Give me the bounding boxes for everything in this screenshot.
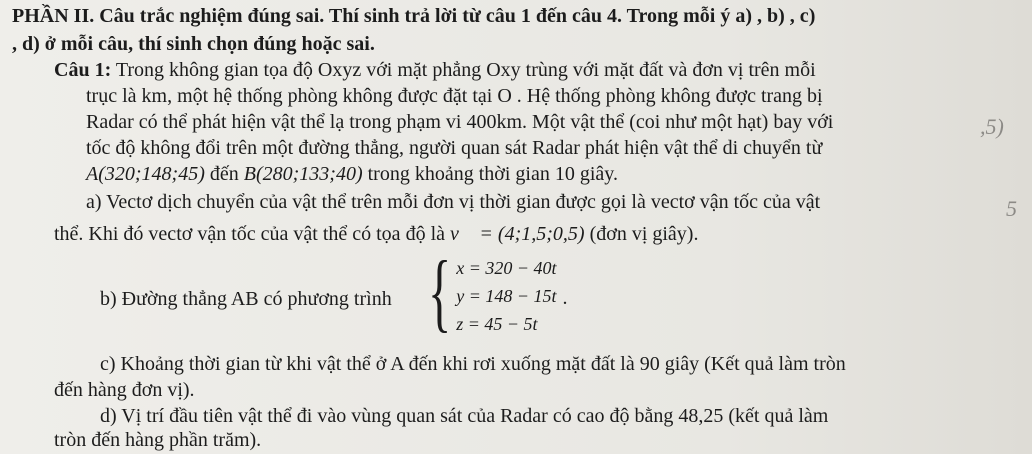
- equation-x: x = 320 − 40t: [456, 258, 557, 278]
- item-d-line2: tròn đến hàng phần trăm).: [54, 429, 262, 451]
- part-intro-line2: , d) ở mỗi câu, thí sinh chọn đúng hoặc sai.: [12, 33, 375, 55]
- item-a-line1: a) Vectơ dịch chuyển của vật thể trên mỗi đơn vị thời gian được gọi là vectơ vận tốc của vật: [86, 191, 821, 213]
- point-b: B(280;133;40): [243, 163, 363, 185]
- point-a: A(320;148;45): [86, 163, 205, 185]
- system-brace: {: [428, 244, 452, 341]
- question-line3: Radar có thể phát hiện vật thể lạ trong phạm vi 400km. Một vật thể (coi như một hạt) bay với: [86, 111, 834, 133]
- part-heading-line: [12, 4, 815, 28]
- question-label: Câu 1:: [54, 59, 112, 81]
- line-equation-system: [428, 244, 568, 341]
- equation-z: z = 45 − 5t: [456, 314, 538, 334]
- question-line5-tail: trong khoảng thời gian 10 giây.: [362, 163, 618, 185]
- item-a-line2-tail: (đơn vị giây).: [584, 223, 699, 245]
- item-b-head: b) Đường thẳng AB có phương trình: [100, 288, 392, 310]
- question-line2: trục là km, một hệ thống phòng không được đặt tại O . Hệ thống phòng không được trang bị: [86, 85, 823, 107]
- item-a-line2: [54, 222, 698, 246]
- part-intro-line1: Câu trắc nghiệm đúng sai. Thí sinh trả lời từ câu 1 đến câu 4. Trong mỗi ý a) , b) , c): [94, 5, 816, 27]
- item-c-line1: c) Khoảng thời gian từ khi vật thể ở A đến khi rơi xuống mặt đất là 90 giây (Kết quả làm tròn: [100, 353, 846, 375]
- question-line4: tốc độ không đổi trên một đường thẳng, người quan sát Radar phát hiện vật thể di chuyển từ: [86, 137, 823, 159]
- part-heading: PHẦN II.: [12, 5, 95, 27]
- margin-mark-1: ,5): [980, 114, 1004, 139]
- velocity-vector: v⃗ = (4;1,5;0,5): [450, 223, 585, 245]
- question-line1: [54, 58, 816, 82]
- equation-y: y = 148 − 15t: [456, 286, 557, 306]
- item-c-line2: đến hàng đơn vị).: [54, 379, 195, 401]
- to-word: đến: [204, 163, 244, 185]
- item-a-line2-head: thể. Khi đó vectơ vận tốc của vật thể có tọa độ là: [54, 223, 450, 245]
- equation-list: [456, 254, 556, 338]
- question-line5: [86, 162, 618, 186]
- item-b-end: .: [562, 286, 568, 309]
- question-text-line1: Trong không gian tọa độ Oxyz với mặt phẳng Oxy trùng với mặt đất và đơn vị trên mỗi: [111, 59, 816, 81]
- margin-mark-2: 5: [1006, 196, 1017, 221]
- item-d-line1: d) Vị trí đầu tiên vật thể đi vào vùng quan sát của Radar có cao độ bằng 48,25 (kết quả làm: [100, 405, 829, 427]
